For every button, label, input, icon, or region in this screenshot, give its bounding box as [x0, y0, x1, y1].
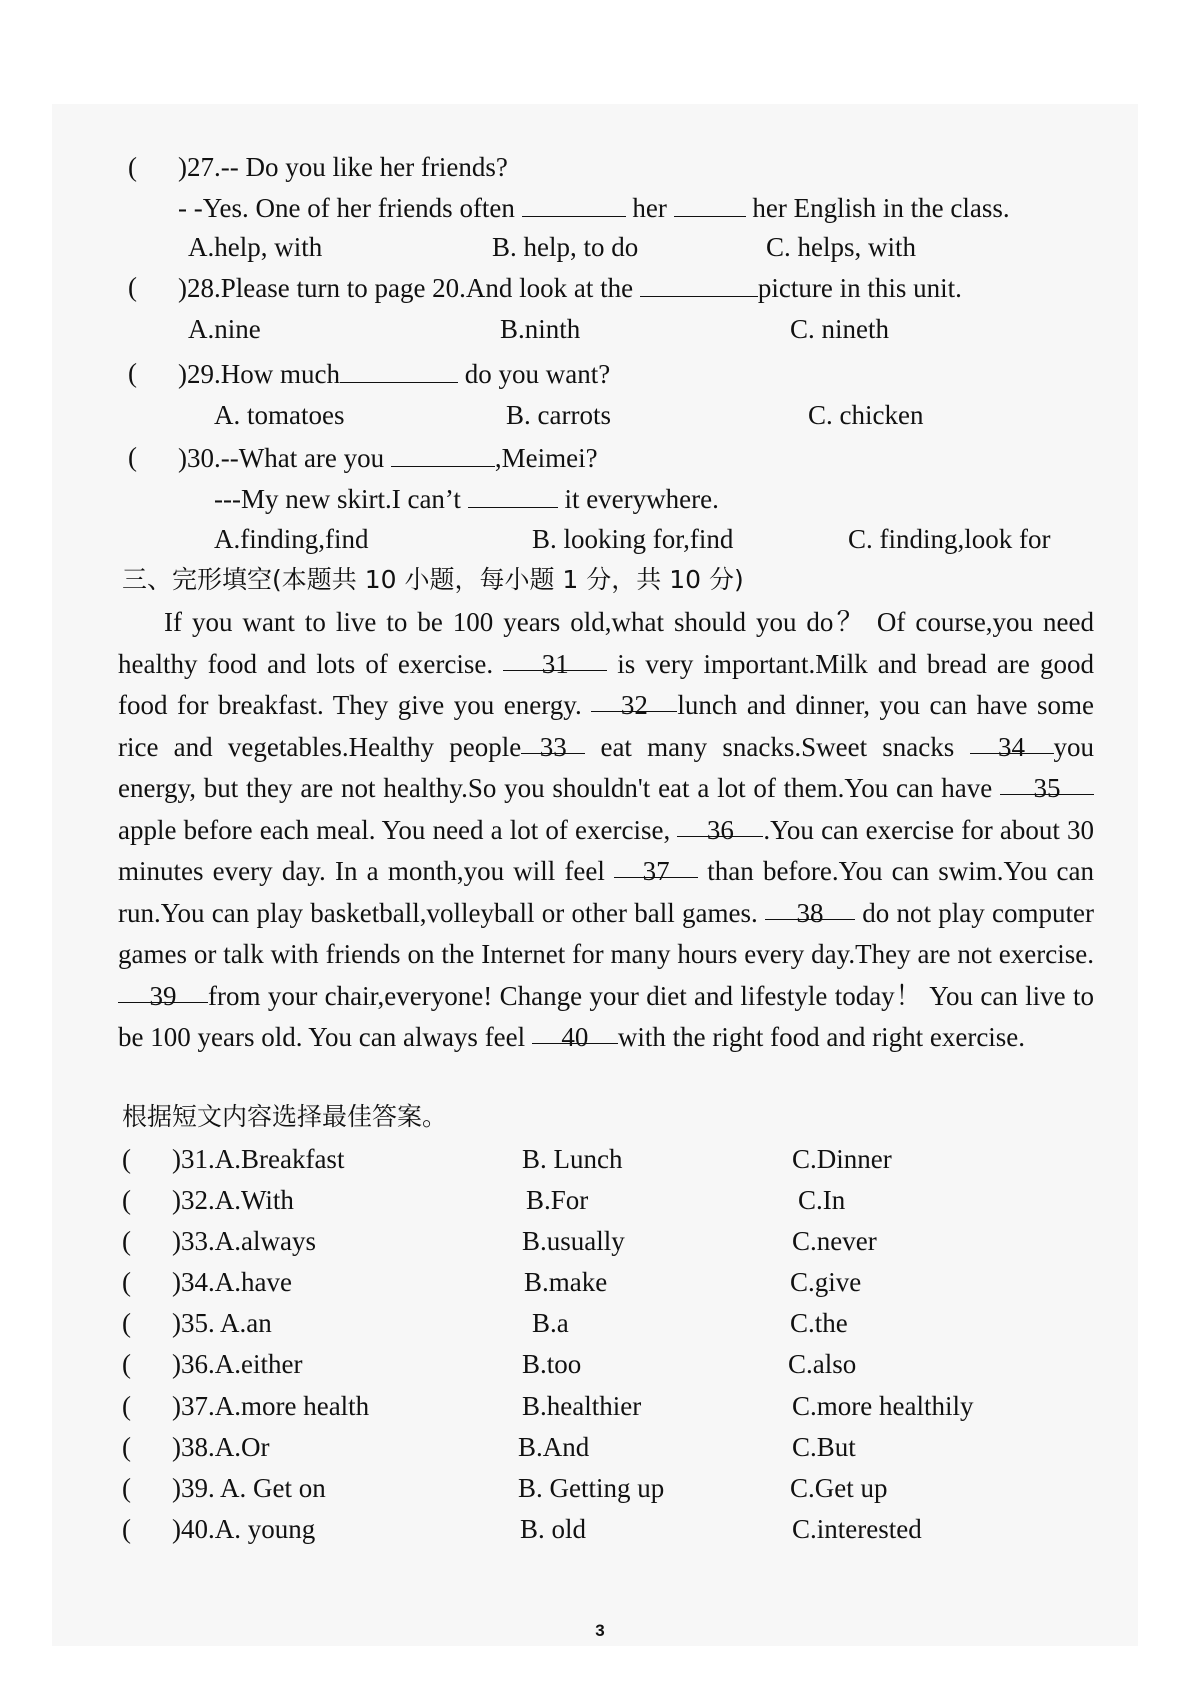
answer-blank[interactable]	[391, 440, 495, 467]
answer-paren: (	[122, 1267, 131, 1297]
stem-text: do you want?	[464, 359, 611, 389]
option-a: )33.A.always	[172, 1226, 316, 1256]
answer-paren: (	[128, 152, 137, 182]
option-b: B. looking for,find	[532, 524, 734, 554]
passage-text: is very important.Milk and bread are good food for breakfast. They give you energy.	[118, 648, 1094, 720]
answer-paren: (	[122, 1391, 131, 1421]
stem-text: )28.Please turn to page 20.And look at the	[178, 273, 634, 303]
answer-blank[interactable]	[674, 190, 746, 217]
reply-text: it everywhere.	[564, 484, 719, 514]
cloze-passage	[118, 602, 1094, 1059]
question-stem	[178, 440, 598, 475]
option-c: C.In	[798, 1185, 846, 1215]
option-c: C.never	[792, 1226, 877, 1256]
cloze-blank-36[interactable]: 36	[677, 810, 763, 837]
option-b: B.usually	[522, 1226, 625, 1256]
passage-text: do not play computer games or talk with friends on the Internet for many hours every day.They are not exercise.	[118, 897, 1094, 969]
answer-paren: (	[122, 1349, 131, 1379]
cloze-blank-35[interactable]: 35	[1000, 768, 1094, 795]
option-c: C.the	[790, 1308, 848, 1338]
option-a: A.help, with	[188, 232, 323, 262]
option-b: B.healthier	[522, 1391, 642, 1421]
answer-paren: (	[128, 358, 137, 388]
reply-text: her English in the class.	[752, 193, 1010, 223]
passage-text: with the right food and right exercise.	[617, 1022, 1026, 1052]
passage-text: If you want to live to be 100 years old,what should you do？ Of course,you need healthy food and lots of exercise.	[118, 607, 1094, 679]
page-number: 3	[595, 1621, 605, 1640]
passage-text: lunch and dinner, you can have some rice and vegetables.Healthy people	[118, 690, 1095, 762]
option-a: A.nine	[188, 314, 261, 344]
option-b: B.For	[526, 1185, 589, 1215]
list-item	[0, 1430, 1200, 1464]
passage-text: than before.You can swim.You can run.You can play basketball,volleyball or other ball games.	[118, 856, 1094, 928]
answer-paren: (	[122, 1432, 131, 1462]
option-c: C. helps, with	[766, 232, 917, 262]
list-item	[0, 1471, 1200, 1505]
option-a: )36.A.either	[172, 1349, 303, 1379]
stem-text: ,Meimei?	[494, 443, 598, 473]
option-a: )37.A.more health	[172, 1391, 370, 1421]
cloze-blank-33[interactable]: 33	[521, 727, 585, 754]
option-c: C.Dinner	[792, 1144, 892, 1174]
answer-paren: (	[122, 1185, 131, 1215]
option-b: B. old	[520, 1514, 587, 1544]
option-b: B.ninth	[500, 314, 581, 344]
cloze-blank-38[interactable]: 38	[765, 893, 855, 920]
option-b: B.make	[524, 1267, 608, 1297]
option-a: A. tomatoes	[214, 400, 345, 430]
option-b: B.too	[522, 1349, 582, 1379]
question-stem: )27.-- Do you like her friends?	[178, 152, 508, 182]
list-item	[0, 1347, 1200, 1381]
answer-paren: (	[122, 1514, 131, 1544]
answer-paren: (	[128, 442, 137, 472]
question-stem	[178, 270, 962, 305]
option-c: C. nineth	[790, 314, 889, 344]
option-b: B. Lunch	[522, 1144, 623, 1174]
question-stem	[178, 356, 610, 391]
passage-text: apple before each meal. You need a lot of exercise,	[118, 814, 671, 845]
passage-text: eat many snacks.Sweet snacks	[600, 731, 955, 762]
answer-paren: (	[122, 1226, 131, 1256]
option-b: B. Getting up	[518, 1473, 665, 1503]
reply-text: ---My new skirt.I can’t	[214, 484, 461, 514]
list-item	[0, 1183, 1200, 1217]
answer-paren: (	[122, 1144, 131, 1174]
stem-text: picture in this unit.	[757, 273, 962, 303]
reply-text: - -Yes. One of her friends often	[178, 193, 515, 223]
cloze-blank-34[interactable]: 34	[970, 727, 1054, 754]
list-item	[0, 1306, 1200, 1340]
list-item	[0, 1389, 1200, 1423]
option-b: B. help, to do	[492, 232, 639, 262]
option-a: )39. A. Get on	[172, 1473, 326, 1503]
option-a: )40.A. young	[172, 1514, 316, 1544]
cloze-blank-40[interactable]: 40	[532, 1017, 618, 1044]
option-b: B.a	[532, 1308, 569, 1338]
instruction-text: 根据短文内容选择最佳答案。	[122, 1102, 448, 1131]
answer-paren: (	[122, 1473, 131, 1503]
option-a: )35. A.an	[172, 1308, 272, 1338]
option-a: )38.A.Or	[172, 1432, 270, 1462]
option-c: C.Get up	[790, 1473, 888, 1503]
option-c: C. finding,look for	[848, 524, 1051, 554]
option-a: A.finding,find	[214, 524, 369, 554]
passage-text: you energy, but they are not healthy.So you shouldn't eat a lot of them.You can have	[118, 731, 1094, 803]
cloze-blank-39[interactable]: 39	[118, 976, 208, 1003]
question-reply	[214, 481, 719, 516]
option-c: C.more healthily	[792, 1391, 974, 1421]
list-item	[0, 1512, 1200, 1546]
section-title: 三、完形填空(本题共 10 小题，每小题 1 分，共 10 分)	[122, 565, 744, 594]
option-c: C.also	[788, 1349, 857, 1379]
stem-text: )29.How much	[178, 359, 340, 389]
option-a: )34.A.have	[172, 1267, 292, 1297]
stem-text: )30.--What are you	[178, 443, 385, 473]
cloze-blank-32[interactable]: 32	[591, 685, 677, 712]
option-b: B.And	[518, 1432, 590, 1462]
option-c: C.give	[790, 1267, 862, 1297]
list-item	[0, 1224, 1200, 1258]
cloze-blank-31[interactable]: 31	[503, 644, 607, 671]
reply-text: her	[632, 193, 667, 223]
option-c: C.interested	[792, 1514, 922, 1544]
answer-paren: (	[128, 272, 137, 302]
option-c: C.But	[792, 1432, 856, 1462]
option-b: B. carrots	[506, 400, 611, 430]
option-a: )31.A.Breakfast	[172, 1144, 345, 1174]
answer-blank[interactable]	[640, 270, 758, 297]
option-a: )32.A.With	[172, 1185, 294, 1215]
answer-blank[interactable]	[340, 356, 458, 383]
answer-paren: (	[122, 1308, 131, 1338]
answer-blank[interactable]	[522, 190, 626, 217]
answer-blank[interactable]	[468, 481, 558, 508]
list-item	[0, 1142, 1200, 1176]
question-reply	[178, 190, 1010, 225]
option-c: C. chicken	[808, 400, 924, 430]
passage-text: from your chair,everyone! Change your diet and lifestyle today！ You can live to be 100 years old. You can always feel	[118, 980, 1094, 1052]
cloze-blank-37[interactable]: 37	[614, 851, 698, 878]
passage-text: .You can exercise for about 30 minutes every day. In a month,you will feel	[118, 814, 1094, 886]
list-item	[0, 1265, 1200, 1299]
